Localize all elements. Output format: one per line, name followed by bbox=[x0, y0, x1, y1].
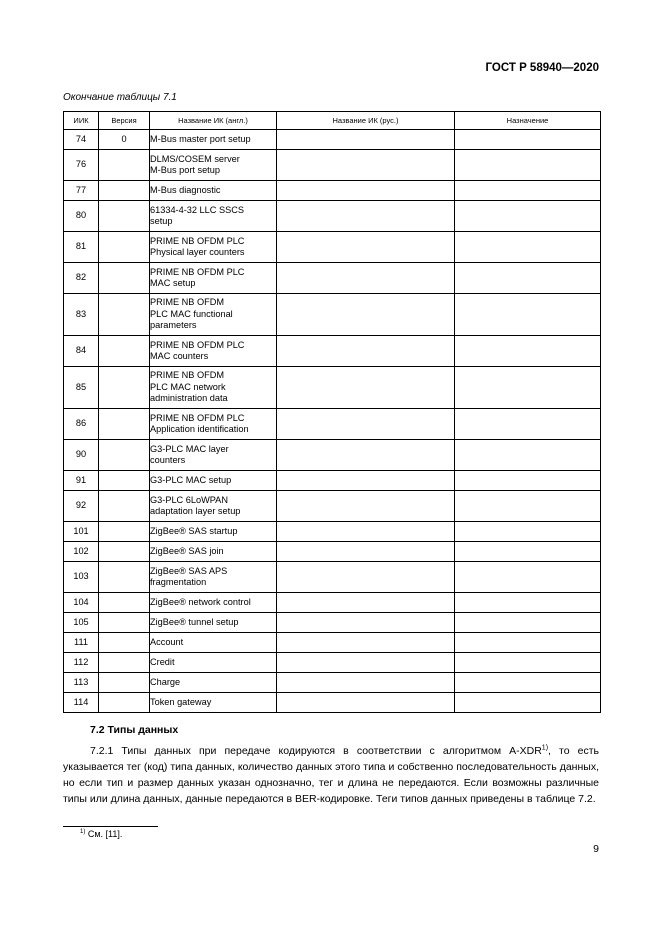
table-row bbox=[64, 130, 601, 150]
cell-name-en-line: Account bbox=[150, 636, 184, 647]
column-header-version: Версия bbox=[99, 112, 150, 130]
cell-version bbox=[99, 693, 150, 713]
cell-name-ru bbox=[277, 232, 455, 263]
cell-code: 81 bbox=[64, 232, 99, 263]
table-row bbox=[64, 367, 601, 409]
table-body bbox=[64, 130, 601, 713]
cell-code: 90 bbox=[64, 440, 99, 471]
table-row bbox=[64, 613, 601, 633]
cell-purpose bbox=[455, 613, 601, 633]
table-row bbox=[64, 593, 601, 613]
cell-name-en bbox=[150, 633, 277, 653]
cell-name-en-line: PLC MAC network bbox=[150, 381, 226, 392]
cell-name-ru bbox=[277, 593, 455, 613]
cell-code: 86 bbox=[64, 409, 99, 440]
cell-name-en bbox=[150, 232, 277, 263]
cell-purpose bbox=[455, 491, 601, 522]
cell-name-en bbox=[150, 440, 277, 471]
cell-code: 77 bbox=[64, 181, 99, 201]
cell-code: 102 bbox=[64, 542, 99, 562]
cell-name-en bbox=[150, 522, 277, 542]
table-row bbox=[64, 232, 601, 263]
cell-name-en-line: ZigBee® SAS APS bbox=[150, 565, 228, 576]
cell-name-en bbox=[150, 562, 277, 593]
cell-name-ru bbox=[277, 471, 455, 491]
cell-name-ru bbox=[277, 542, 455, 562]
document-number: ГОСТ Р 58940—2020 bbox=[485, 62, 599, 74]
cell-name-en-line: G3-PLC MAC layer bbox=[150, 443, 229, 454]
cell-version bbox=[99, 471, 150, 491]
cell-code: 113 bbox=[64, 673, 99, 693]
cell-purpose bbox=[455, 130, 601, 150]
cell-name-en-line: PRIME NB OFDM PLC bbox=[150, 412, 245, 423]
cell-name-en-line: MAC counters bbox=[150, 351, 209, 361]
cell-purpose bbox=[455, 633, 601, 653]
cell-purpose bbox=[455, 409, 601, 440]
cell-code: 104 bbox=[64, 593, 99, 613]
cell-purpose bbox=[455, 232, 601, 263]
cell-name-ru bbox=[277, 562, 455, 593]
cell-name-en bbox=[150, 336, 277, 367]
cell-version bbox=[99, 150, 150, 181]
cell-name-en-line: fragmentation bbox=[150, 577, 207, 587]
cell-name-en-line: PRIME NB OFDM PLC bbox=[150, 235, 245, 246]
cell-name-en-line: PRIME NB OFDM bbox=[150, 297, 225, 308]
footnote-text: См. [11]. bbox=[85, 829, 123, 839]
cell-code: 105 bbox=[64, 613, 99, 633]
cell-code: 91 bbox=[64, 471, 99, 491]
cell-name-en-line: M-Bus diagnostic bbox=[150, 184, 221, 195]
cell-purpose bbox=[455, 263, 601, 294]
cell-name-ru bbox=[277, 336, 455, 367]
cell-version bbox=[99, 181, 150, 201]
cell-name-en-line: ZigBee® SAS join bbox=[150, 545, 224, 556]
table-row bbox=[64, 653, 601, 673]
cell-code: 82 bbox=[64, 263, 99, 294]
cell-version bbox=[99, 294, 150, 336]
cell-name-en-line: Token gateway bbox=[150, 696, 212, 707]
cell-name-en-line: setup bbox=[150, 216, 173, 226]
cell-name-en-line: Application identification bbox=[150, 424, 249, 434]
cell-code: 74 bbox=[64, 130, 99, 150]
table-row bbox=[64, 522, 601, 542]
cell-name-en-line: adaptation layer setup bbox=[150, 506, 241, 516]
cell-code: 92 bbox=[64, 491, 99, 522]
cell-name-en bbox=[150, 673, 277, 693]
table-row bbox=[64, 201, 601, 232]
cell-version bbox=[99, 653, 150, 673]
table-row bbox=[64, 336, 601, 367]
cell-version bbox=[99, 633, 150, 653]
cell-name-ru bbox=[277, 673, 455, 693]
cell-purpose bbox=[455, 653, 601, 673]
cell-name-en-line: M-Bus master port setup bbox=[150, 133, 251, 144]
cell-name-en-line: DLMS/COSEM server bbox=[150, 153, 240, 164]
cell-name-ru bbox=[277, 613, 455, 633]
cell-name-en bbox=[150, 653, 277, 673]
cell-name-ru bbox=[277, 181, 455, 201]
cell-code: 83 bbox=[64, 294, 99, 336]
cell-code: 76 bbox=[64, 150, 99, 181]
cell-name-en bbox=[150, 409, 277, 440]
paragraph-text-start: 7.2.1 Типы данных при передаче кодируются в соответствии с алгоритмом A-XDR bbox=[90, 745, 542, 757]
cell-version bbox=[99, 440, 150, 471]
section-paragraph bbox=[63, 743, 599, 807]
cell-name-ru bbox=[277, 693, 455, 713]
cell-version bbox=[99, 201, 150, 232]
cell-version bbox=[99, 593, 150, 613]
cell-version bbox=[99, 232, 150, 263]
cell-code: 112 bbox=[64, 653, 99, 673]
table-row bbox=[64, 409, 601, 440]
table-row bbox=[64, 633, 601, 653]
cell-name-en-line: G3-PLC 6LoWPAN bbox=[150, 494, 228, 505]
cell-name-en-line: PRIME NB OFDM PLC bbox=[150, 339, 245, 350]
cell-name-en bbox=[150, 593, 277, 613]
cell-version bbox=[99, 336, 150, 367]
cell-name-ru bbox=[277, 522, 455, 542]
cell-purpose bbox=[455, 562, 601, 593]
cell-code: 84 bbox=[64, 336, 99, 367]
cell-version: 0 bbox=[99, 130, 150, 150]
cell-purpose bbox=[455, 367, 601, 409]
footnote bbox=[80, 829, 122, 839]
cell-name-en-line: Physical layer counters bbox=[150, 247, 245, 257]
column-header-name-en: Название ИК (англ.) bbox=[150, 112, 277, 130]
cell-purpose bbox=[455, 542, 601, 562]
table-row bbox=[64, 693, 601, 713]
cell-name-ru bbox=[277, 440, 455, 471]
cell-name-ru bbox=[277, 409, 455, 440]
cell-name-en-line: ZigBee® tunnel setup bbox=[150, 616, 239, 627]
cell-name-ru bbox=[277, 367, 455, 409]
cell-name-en bbox=[150, 263, 277, 294]
cell-name-en-line: PRIME NB OFDM bbox=[150, 370, 225, 381]
cell-name-en bbox=[150, 181, 277, 201]
cell-name-ru bbox=[277, 491, 455, 522]
cell-name-en-line: ZigBee® network control bbox=[150, 596, 251, 607]
cell-purpose bbox=[455, 181, 601, 201]
cell-name-en-line: G3-PLC MAC setup bbox=[150, 474, 232, 485]
table-row bbox=[64, 491, 601, 522]
cell-name-en-line: PLC MAC functional bbox=[150, 308, 233, 319]
cell-version bbox=[99, 409, 150, 440]
cell-name-en-line: M-Bus port setup bbox=[150, 165, 220, 175]
column-header-purpose: Назначение bbox=[455, 112, 601, 130]
cell-name-en bbox=[150, 613, 277, 633]
cell-name-en-line: Credit bbox=[150, 656, 175, 667]
cell-version bbox=[99, 522, 150, 542]
section-title: 7.2 Типы данных bbox=[90, 724, 179, 736]
cell-name-ru bbox=[277, 263, 455, 294]
cell-purpose bbox=[455, 673, 601, 693]
cell-name-en-line: administration data bbox=[150, 393, 228, 404]
cell-code: 101 bbox=[64, 522, 99, 542]
cell-version bbox=[99, 673, 150, 693]
column-header-code: ИИК bbox=[64, 112, 99, 130]
cell-code: 103 bbox=[64, 562, 99, 593]
table-row bbox=[64, 673, 601, 693]
table-header-row bbox=[64, 112, 601, 130]
table-row bbox=[64, 263, 601, 294]
cell-name-en bbox=[150, 367, 277, 409]
cell-name-ru bbox=[277, 294, 455, 336]
cell-name-ru bbox=[277, 633, 455, 653]
cell-code: 114 bbox=[64, 693, 99, 713]
cell-version bbox=[99, 613, 150, 633]
cell-version bbox=[99, 263, 150, 294]
cell-name-en bbox=[150, 150, 277, 181]
page-number: 9 bbox=[593, 843, 599, 855]
cell-name-en bbox=[150, 542, 277, 562]
cell-purpose bbox=[455, 201, 601, 232]
cell-name-en bbox=[150, 693, 277, 713]
cell-version bbox=[99, 367, 150, 409]
footnote-mark: 1) bbox=[80, 829, 86, 835]
cell-name-en-line: Charge bbox=[150, 676, 181, 687]
table-row bbox=[64, 471, 601, 491]
cell-purpose bbox=[455, 693, 601, 713]
cell-name-en-line: MAC setup bbox=[150, 278, 196, 288]
cell-purpose bbox=[455, 336, 601, 367]
cell-name-en bbox=[150, 201, 277, 232]
cell-version bbox=[99, 562, 150, 593]
table-row bbox=[64, 542, 601, 562]
cell-code: 111 bbox=[64, 633, 99, 653]
cell-name-en bbox=[150, 471, 277, 491]
table-row bbox=[64, 562, 601, 593]
cell-name-ru bbox=[277, 150, 455, 181]
table-row bbox=[64, 440, 601, 471]
cell-name-en bbox=[150, 294, 277, 336]
cell-code: 85 bbox=[64, 367, 99, 409]
data-table bbox=[63, 111, 601, 713]
footnote-reference: 1) bbox=[541, 744, 549, 752]
cell-name-en-line: PRIME NB OFDM PLC bbox=[150, 266, 245, 277]
footnote-separator bbox=[63, 826, 158, 827]
cell-name-en bbox=[150, 130, 277, 150]
table-row bbox=[64, 294, 601, 336]
cell-name-en-line: counters bbox=[150, 455, 186, 465]
cell-purpose bbox=[455, 150, 601, 181]
cell-purpose bbox=[455, 593, 601, 613]
cell-name-en-line: 61334-4-32 LLC SSCS bbox=[150, 204, 244, 215]
cell-name-en bbox=[150, 491, 277, 522]
cell-name-en-line: ZigBee® SAS startup bbox=[150, 525, 238, 536]
cell-name-ru bbox=[277, 130, 455, 150]
table-row bbox=[64, 150, 601, 181]
cell-name-ru bbox=[277, 653, 455, 673]
cell-purpose bbox=[455, 440, 601, 471]
cell-version bbox=[99, 491, 150, 522]
paragraph-text-end: , то есть указывается тег (код) типа данных, количество данных этого типа и собственно последовательность данных, но если тип и размер данных указан однозначно, тег и длина не передаются. Если возможны различные типы или длина данных, данные передаются в BER-кодировке. Теги типов данных приведены в таблице 7.2. bbox=[63, 745, 599, 805]
cell-purpose bbox=[455, 294, 601, 336]
cell-version bbox=[99, 542, 150, 562]
cell-code: 80 bbox=[64, 201, 99, 232]
cell-name-ru bbox=[277, 201, 455, 232]
table-row bbox=[64, 181, 601, 201]
column-header-name-ru: Название ИК (рус.) bbox=[277, 112, 455, 130]
table-caption: Окончание таблицы 7.1 bbox=[63, 92, 177, 103]
cell-purpose bbox=[455, 471, 601, 491]
cell-purpose bbox=[455, 522, 601, 542]
cell-name-en-line: parameters bbox=[150, 320, 197, 331]
